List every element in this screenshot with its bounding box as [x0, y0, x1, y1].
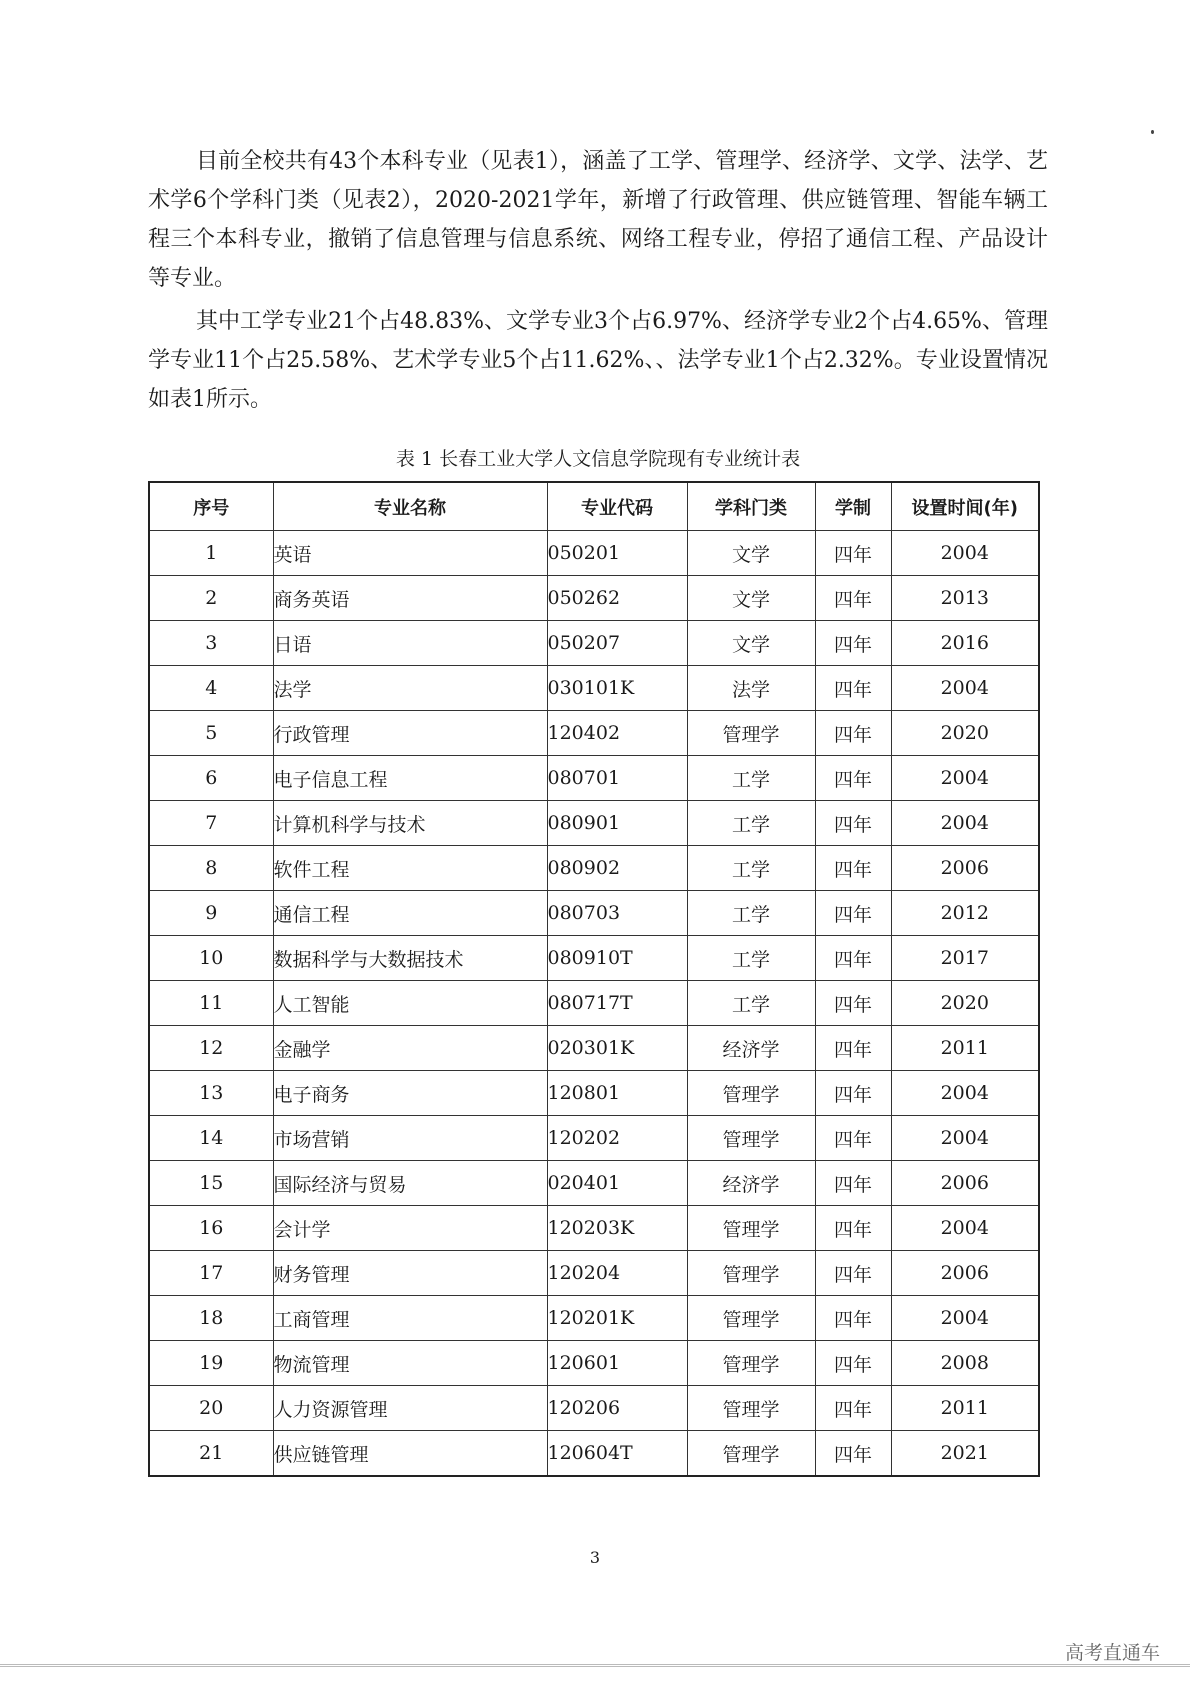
table-row [149, 1251, 1039, 1296]
cell-major-code: 020301K [547, 1026, 687, 1071]
cell-serial: 7 [149, 801, 273, 846]
cell-duration: 四年 [815, 1296, 891, 1341]
table-body [149, 531, 1039, 1477]
cell-established-year: 2011 [891, 1026, 1039, 1071]
cell-discipline: 管理学 [687, 1386, 815, 1431]
cell-established-year: 2016 [891, 621, 1039, 666]
cell-duration: 四年 [815, 1341, 891, 1386]
cell-discipline: 管理学 [687, 1296, 815, 1341]
cell-duration: 四年 [815, 801, 891, 846]
cell-established-year: 2004 [891, 531, 1039, 576]
cell-established-year: 2021 [891, 1431, 1039, 1477]
cell-discipline: 经济学 [687, 1161, 815, 1206]
cell-established-year: 2004 [891, 1116, 1039, 1161]
cell-duration: 四年 [815, 1116, 891, 1161]
table-row [149, 1341, 1039, 1386]
cell-serial: 10 [149, 936, 273, 981]
header-major-code: 专业代码 [547, 482, 687, 531]
cell-major-name: 供应链管理 [273, 1431, 547, 1477]
cell-discipline: 管理学 [687, 711, 815, 756]
cell-discipline: 管理学 [687, 1116, 815, 1161]
cell-duration: 四年 [815, 936, 891, 981]
cell-major-code: 030101K [547, 666, 687, 711]
cell-major-code: 120801 [547, 1071, 687, 1116]
table-row [149, 1386, 1039, 1431]
cell-discipline: 管理学 [687, 1341, 815, 1386]
table-row [149, 756, 1039, 801]
cell-serial: 20 [149, 1386, 273, 1431]
cell-major-name: 市场营销 [273, 1116, 547, 1161]
cell-duration: 四年 [815, 711, 891, 756]
cell-duration: 四年 [815, 1161, 891, 1206]
cell-duration: 四年 [815, 576, 891, 621]
table-row [149, 846, 1039, 891]
scan-speck [1151, 130, 1154, 134]
cell-serial: 16 [149, 1206, 273, 1251]
cell-established-year: 2012 [891, 891, 1039, 936]
cell-major-code: 120601 [547, 1341, 687, 1386]
cell-major-code: 020401 [547, 1161, 687, 1206]
table-row [149, 1296, 1039, 1341]
cell-duration: 四年 [815, 1071, 891, 1116]
cell-major-code: 050262 [547, 576, 687, 621]
cell-major-name: 数据科学与大数据技术 [273, 936, 547, 981]
cell-discipline: 工学 [687, 891, 815, 936]
cell-major-code: 050207 [547, 621, 687, 666]
paragraph-2: 其中工学专业21个占48.83%、文学专业3个占6.97%、经济学专业2个占4.65%、管理学专业11个占25.58%、艺术学专业5个占11.62%、、法学专业1个占2.32%。专业设置情况如表1所示。 [148, 309, 1048, 412]
table-row [149, 621, 1039, 666]
cell-established-year: 2006 [891, 846, 1039, 891]
cell-serial: 9 [149, 891, 273, 936]
cell-major-code: 080701 [547, 756, 687, 801]
cell-major-name: 软件工程 [273, 846, 547, 891]
cell-serial: 1 [149, 531, 273, 576]
cell-discipline: 文学 [687, 531, 815, 576]
cell-major-name: 金融学 [273, 1026, 547, 1071]
cell-serial: 6 [149, 756, 273, 801]
cell-major-name: 英语 [273, 531, 547, 576]
cell-major-name: 工商管理 [273, 1296, 547, 1341]
table-header-row [149, 482, 1039, 531]
table-row [149, 666, 1039, 711]
cell-major-code: 120604T [547, 1431, 687, 1477]
watermark: 高考直通车 [1064, 1642, 1160, 1664]
cell-major-code: 120202 [547, 1116, 687, 1161]
cell-major-code: 120203K [547, 1206, 687, 1251]
cell-serial: 11 [149, 981, 273, 1026]
table-row [149, 576, 1039, 621]
cell-duration: 四年 [815, 1251, 891, 1296]
paragraph-1: 目前全校共有43个本科专业（见表1），涵盖了工学、管理学、经济学、文学、法学、艺术学6个学科门类（见表2），2020-2021学年，新增了行政管理、供应链管理、智能车辆工程三个本科专业，撤销了信息管理与信息系统、网络工程专业，停招了通信工程、产品设计等专业。 [148, 149, 1048, 291]
header-established-year: 设置时间(年) [891, 482, 1039, 531]
table-row [149, 801, 1039, 846]
cell-discipline: 工学 [687, 981, 815, 1026]
cell-serial: 17 [149, 1251, 273, 1296]
cell-duration: 四年 [815, 891, 891, 936]
page-number: 3 [589, 1548, 601, 1567]
cell-established-year: 2006 [891, 1161, 1039, 1206]
cell-discipline: 管理学 [687, 1071, 815, 1116]
cell-major-code: 080703 [547, 891, 687, 936]
cell-established-year: 2004 [891, 666, 1039, 711]
cell-major-code: 050201 [547, 531, 687, 576]
cell-major-name: 会计学 [273, 1206, 547, 1251]
cell-major-name: 人力资源管理 [273, 1386, 547, 1431]
cell-major-name: 电子商务 [273, 1071, 547, 1116]
header-discipline: 学科门类 [687, 482, 815, 531]
cell-major-name: 日语 [273, 621, 547, 666]
cell-serial: 21 [149, 1431, 273, 1477]
cell-major-name: 国际经济与贸易 [273, 1161, 547, 1206]
table-row [149, 531, 1039, 576]
cell-discipline: 法学 [687, 666, 815, 711]
table-row [149, 1161, 1039, 1206]
cell-established-year: 2011 [891, 1386, 1039, 1431]
cell-serial: 19 [149, 1341, 273, 1386]
cell-major-name: 通信工程 [273, 891, 547, 936]
cell-major-code: 080901 [547, 801, 687, 846]
cell-established-year: 2004 [891, 1071, 1039, 1116]
cell-established-year: 2004 [891, 1296, 1039, 1341]
cell-major-name: 法学 [273, 666, 547, 711]
cell-major-name: 财务管理 [273, 1251, 547, 1296]
table-row [149, 1431, 1039, 1477]
cell-serial: 13 [149, 1071, 273, 1116]
header-duration: 学制 [815, 482, 891, 531]
table-row [149, 1026, 1039, 1071]
cell-major-name: 行政管理 [273, 711, 547, 756]
cell-established-year: 2004 [891, 1206, 1039, 1251]
cell-established-year: 2004 [891, 756, 1039, 801]
table-caption: 表 1 长春工业大学人文信息学院现有专业统计表 [395, 448, 801, 470]
cell-established-year: 2006 [891, 1251, 1039, 1296]
cell-duration: 四年 [815, 1026, 891, 1071]
cell-duration: 四年 [815, 981, 891, 1026]
cell-duration: 四年 [815, 1431, 891, 1477]
cell-established-year: 2020 [891, 711, 1039, 756]
cell-duration: 四年 [815, 756, 891, 801]
cell-established-year: 2013 [891, 576, 1039, 621]
cell-serial: 8 [149, 846, 273, 891]
cell-discipline: 工学 [687, 936, 815, 981]
cell-discipline: 文学 [687, 621, 815, 666]
cell-duration: 四年 [815, 531, 891, 576]
cell-major-name: 计算机科学与技术 [273, 801, 547, 846]
table-row [149, 891, 1039, 936]
cell-serial: 18 [149, 1296, 273, 1341]
header-major-name: 专业名称 [273, 482, 547, 531]
cell-discipline: 管理学 [687, 1206, 815, 1251]
table-row [149, 936, 1039, 981]
cell-serial: 4 [149, 666, 273, 711]
header-serial: 序号 [149, 482, 273, 531]
cell-major-name: 人工智能 [273, 981, 547, 1026]
cell-major-code: 080717T [547, 981, 687, 1026]
cell-major-code: 080902 [547, 846, 687, 891]
table-row [149, 1071, 1039, 1116]
table-row [149, 981, 1039, 1026]
cell-serial: 14 [149, 1116, 273, 1161]
cell-duration: 四年 [815, 1206, 891, 1251]
cell-serial: 3 [149, 621, 273, 666]
cell-discipline: 工学 [687, 801, 815, 846]
cell-serial: 12 [149, 1026, 273, 1071]
cell-major-name: 商务英语 [273, 576, 547, 621]
cell-serial: 15 [149, 1161, 273, 1206]
cell-discipline: 管理学 [687, 1431, 815, 1477]
majors-table [148, 481, 1040, 1477]
cell-duration: 四年 [815, 666, 891, 711]
cell-discipline: 文学 [687, 576, 815, 621]
cell-established-year: 2017 [891, 936, 1039, 981]
cell-discipline: 工学 [687, 756, 815, 801]
cell-established-year: 2020 [891, 981, 1039, 1026]
table-row [149, 1206, 1039, 1251]
body-text [148, 142, 1048, 423]
cell-discipline: 工学 [687, 846, 815, 891]
table-row [149, 1116, 1039, 1161]
cell-major-code: 120201K [547, 1296, 687, 1341]
cell-duration: 四年 [815, 846, 891, 891]
cell-duration: 四年 [815, 1386, 891, 1431]
bottom-rule [0, 1664, 1190, 1667]
cell-major-code: 120402 [547, 711, 687, 756]
cell-serial: 2 [149, 576, 273, 621]
table-row [149, 711, 1039, 756]
cell-established-year: 2004 [891, 801, 1039, 846]
cell-major-code: 120206 [547, 1386, 687, 1431]
cell-major-name: 物流管理 [273, 1341, 547, 1386]
cell-major-code: 120204 [547, 1251, 687, 1296]
cell-major-code: 080910T [547, 936, 687, 981]
cell-major-name: 电子信息工程 [273, 756, 547, 801]
cell-discipline: 经济学 [687, 1026, 815, 1071]
cell-established-year: 2008 [891, 1341, 1039, 1386]
cell-serial: 5 [149, 711, 273, 756]
cell-duration: 四年 [815, 621, 891, 666]
cell-discipline: 管理学 [687, 1251, 815, 1296]
